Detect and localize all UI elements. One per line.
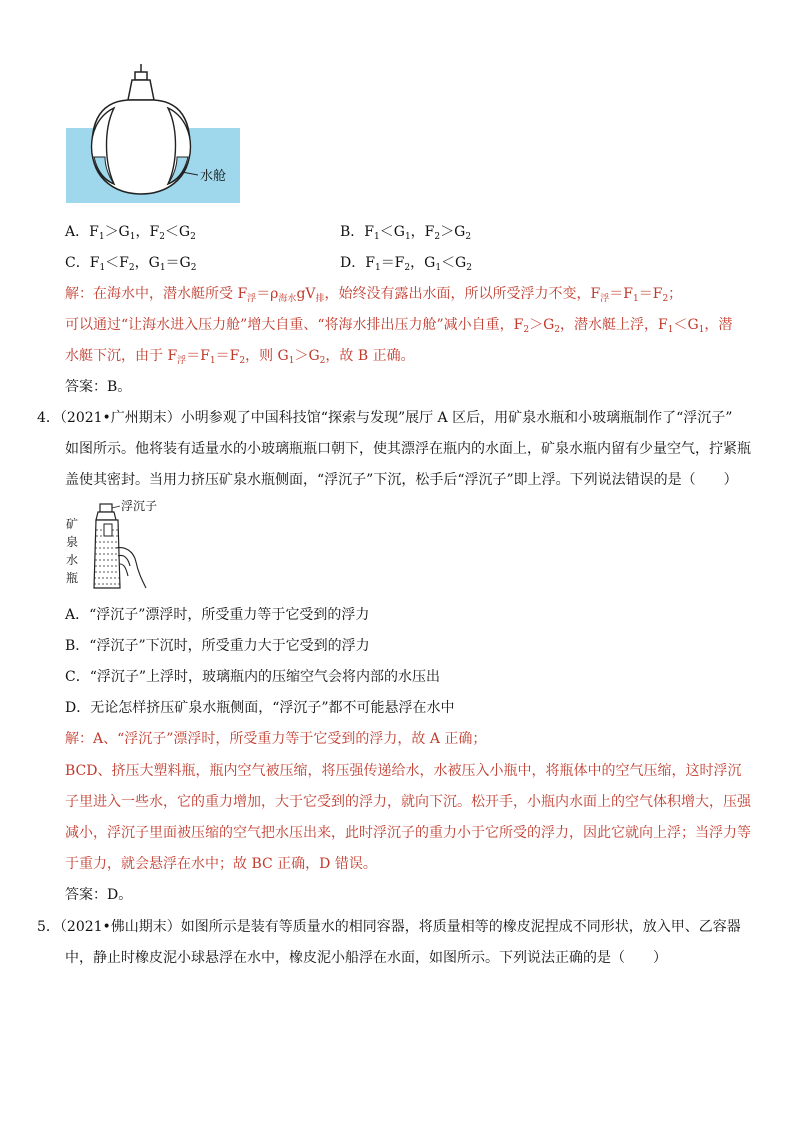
q4-stem-line: 如图所示。他将装有适量水的小玻璃瓶瓶口朝下，使其漂浮在瓶内的水面上，矿泉水瓶内留有少量空气，拧紧瓶 (65, 441, 751, 457)
q4-stem-line: 4．（2021•广州期末）小明参观了中国科技馆“探索与发现”展厅 A 区后，用矿泉水瓶和小玻璃瓶制作了“浮沉子” (37, 410, 733, 426)
q3-solution-line: 解：在海水中，潜水艇所受 $F_浮=\rho_{海水}gV_排$，始终没有露出水面，所以所受浮力不变，$F_浮=F_1=F_2$； (65, 286, 683, 304)
q4-option-b: B．“浮沉子”下沉时，所受重力大于它受到的浮力 (65, 638, 370, 654)
side-label-char: 瓶 (66, 571, 79, 585)
q4-solution-line: 减小，浮沉子里面被压缩的空气把水压出来，此时浮沉子的重力小于它所受的浮力，因此它就向上浮；当浮力等 (65, 825, 751, 841)
diver-label: 浮沉子 (121, 499, 158, 513)
q3-option-b: B．$F_1<G_1$，$F_2>G_2$ (340, 224, 472, 242)
q4-solution-line: 解：A、“浮沉子”漂浮时，所受重力等于它受到的浮力，故 A 正确； (65, 731, 487, 747)
q4-solution-line: 于重力，就会悬浮在水中；故 BC 正确，D 错误。 (65, 856, 377, 872)
q5-stem-line: 5．（2021•佛山期末）如图所示是装有等质量水的相同容器，将质量相等的橡皮泥捏成不同形状，放入甲、乙容器 (37, 919, 741, 935)
q3-solution-line: 可以通过“让海水进入压力舱”增大自重、“将海水排出压力舱”减小自重，$F_2>G_2$，潜水艇上浮，$F_1<G_1$，潜 (65, 317, 733, 335)
q3-solution-line: 水艇下沉，由于 $F_浮=F_1=F_2$，则 $G_1>G_2$，故 B 正确。 (65, 348, 415, 366)
q3-answer: 答案：B。 (65, 379, 132, 395)
side-label-char: 水 (66, 553, 79, 567)
cartesian-diver-figure (64, 496, 164, 594)
q4-stem-line: 盖使其密封。当用力挤压矿泉水瓶侧面，“浮沉子”下沉，松手后“浮沉子”即上浮。下列说法错误的是（ ） (65, 472, 738, 488)
q3-option-a: A．$F_1>G_1$，$F_2<G_2$ (65, 224, 196, 242)
q4-solution-line: 子里进入一些水，它的重力增加，大于它受到的浮力，就向下沉。松开手，小瓶内水面上的空气体积增大，压强 (65, 794, 751, 810)
q4-option-a: A．“浮沉子”漂浮时，所受重力等于它受到的浮力 (65, 607, 370, 623)
hand-drawing (116, 548, 146, 588)
q4-option-d: D．无论怎样挤压矿泉水瓶侧面，“浮沉子”都不可能悬浮在水中 (65, 700, 455, 716)
q3-option-d: D．$F_1=F_2$，$G_1<G_2$ (340, 255, 472, 273)
bottle-cap (100, 504, 112, 512)
side-label-char: 泉 (66, 535, 79, 549)
small-vial (104, 524, 112, 536)
water-tank-label: 水舱 (200, 169, 227, 184)
side-label-char: 矿 (66, 517, 79, 531)
q4-solution-line: BCD、挤压大塑料瓶，瓶内空气被压缩，将压强传递给水，水被压入小瓶中，将瓶体中的空气压缩，这时浮沉 (65, 763, 742, 779)
q5-stem-line: 中，静止时橡皮泥小球悬浮在水中，橡皮泥小船浮在水面，如图所示。下列说法正确的是（ ） (65, 950, 667, 966)
q4-answer: 答案：D。 (65, 887, 133, 903)
q3-option-c: C．$F_1<F_2$，$G_1=G_2$ (65, 255, 197, 273)
q4-option-c: C．“浮沉子”上浮时，玻璃瓶内的压缩空气会将内部的水压出 (65, 669, 441, 685)
submarine-figure (64, 62, 244, 204)
